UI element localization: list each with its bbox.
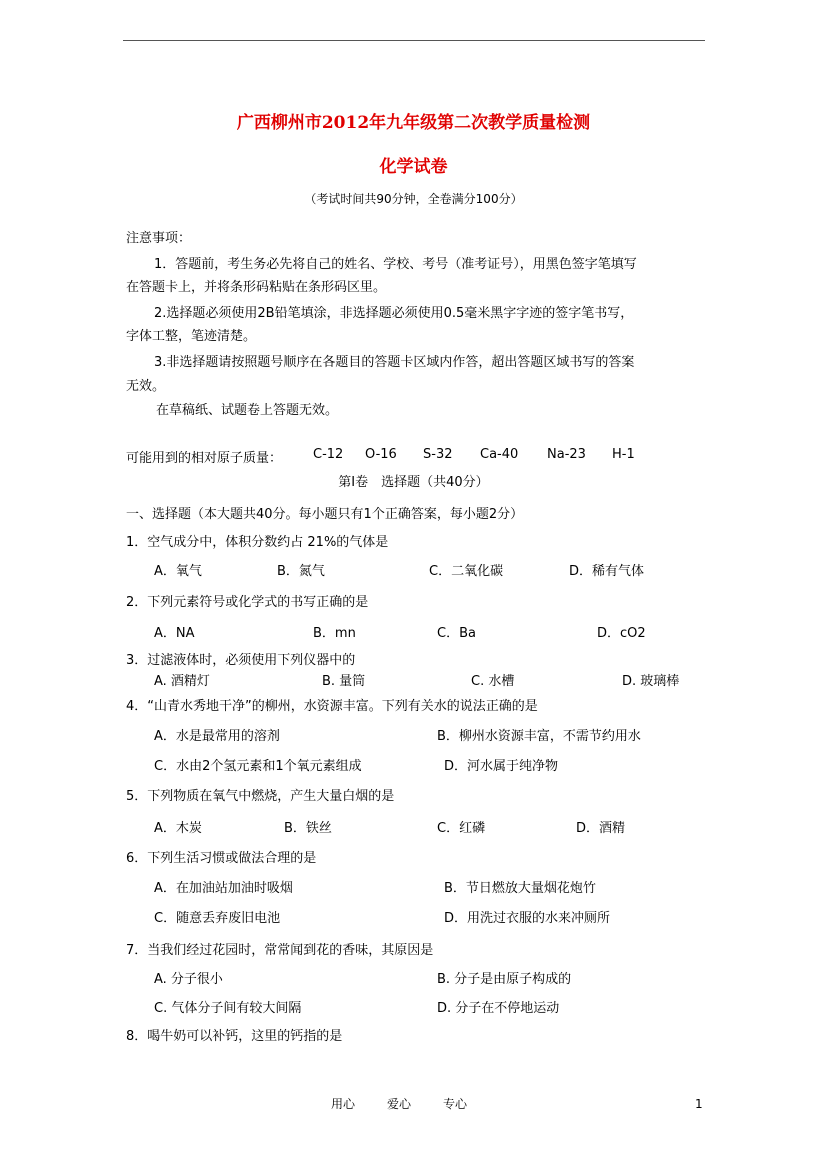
question-option: C．二氧化碳 — [429, 564, 504, 579]
atomic-mass-o: O-16 — [365, 447, 397, 462]
question-option: A．氧气 — [154, 564, 202, 579]
question-option: D．酒精 — [576, 821, 626, 836]
exam-subtitle: 化学试卷 — [379, 157, 448, 177]
atomic-mass-h: H-1 — [612, 447, 635, 462]
atomic-mass-label: 可能用到的相对原子质量： — [126, 451, 283, 466]
question-option: A．水是最常用的溶剂 — [154, 729, 280, 744]
question-option: A．木炭 — [154, 821, 202, 836]
question-option: C．水由2个氢元素和1个氧元素组成 — [154, 759, 362, 774]
question-option: D．稀有气体 — [569, 564, 645, 579]
question-option: D．cO2 — [597, 626, 646, 641]
exam-info: （考试时间共90分钟，全卷满分100分） — [304, 192, 523, 206]
section-instructions: 一、选择题（本大题共40分。每小题只有1个正确答案，每小题2分） — [126, 507, 524, 522]
question-option: B．节日燃放大量烟花炮竹 — [444, 881, 596, 896]
question-stem: 6．下列生活习惯或做法合理的是 — [126, 851, 317, 866]
question-option: B．铁丝 — [284, 821, 332, 836]
question-option: B．mn — [313, 626, 356, 641]
question-stem: 5．下列物质在氧气中燃烧，产生大量白烟的是 — [126, 789, 395, 804]
question-option: A．NA — [154, 626, 195, 641]
question-stem: 3．过滤液体时，必须使用下列仪器中的 — [126, 653, 356, 668]
question-option: C. 气体分子间有较大间隔 — [154, 1001, 302, 1016]
question-stem: 7．当我们经过花园时，常常闻到花的香味，其原因是 — [126, 943, 434, 958]
question-stem: 1．空气成分中，体积分数约占 21%的气体是 — [126, 535, 389, 550]
footer-slogan-3: 专心 — [443, 1097, 468, 1111]
question-option: C．Ba — [437, 626, 476, 641]
question-option: C．随意丢弃废旧电池 — [154, 911, 281, 926]
question-option: D．用洗过衣服的水来冲厕所 — [444, 911, 611, 926]
page-number: 1 — [695, 1097, 703, 1111]
question-option: A．在加油站加油时吸烟 — [154, 881, 293, 896]
question-option: D．河水属于纯净物 — [444, 759, 559, 774]
note-1a: 1．答题前，考生务必先将自己的姓名、学校、考号（准考证号），用黑色签字笔填写 — [154, 257, 637, 272]
question-option: B．氮气 — [277, 564, 325, 579]
atomic-mass-na: Na-23 — [547, 447, 586, 462]
question-stem: 8．喝牛奶可以补钙，这里的钙指的是 — [126, 1029, 343, 1044]
question-stem: 2．下列元素符号或化学式的书写正确的是 — [126, 595, 369, 610]
note-4: 在草稿纸、试题卷上答题无效。 — [156, 403, 339, 418]
note-1b: 在答题卡上，并将条形码粘贴在条形码区里。 — [126, 280, 387, 295]
question-option: B．柳州水资源丰富，不需节约用水 — [437, 729, 641, 744]
exam-title: 广西柳州市2012年九年级第二次教学质量检测 — [236, 113, 591, 133]
question-option: C. 水槽 — [471, 674, 515, 689]
note-2b: 字体工整，笔迹清楚。 — [126, 329, 257, 344]
question-option: D. 玻璃棒 — [622, 674, 680, 689]
atomic-mass-s: S-32 — [423, 447, 453, 462]
question-option: B. 量筒 — [322, 674, 366, 689]
note-3a: 3.非选择题请按照题号顺序在各题目的答题卡区域内作答，超出答题区域书写的答案 — [154, 355, 635, 370]
notes-heading: 注意事项： — [126, 231, 192, 246]
section-title: 第Ⅰ卷 选择题（共40分） — [338, 475, 489, 490]
footer-slogan-2: 爱心 — [387, 1097, 412, 1111]
question-option: A. 分子很小 — [154, 972, 223, 987]
atomic-mass-ca: Ca-40 — [480, 447, 519, 462]
question-option: B. 分子是由原子构成的 — [437, 972, 572, 987]
note-3b: 无效。 — [126, 379, 166, 394]
note-2a: 2.选择题必须使用2B铅笔填涂，非选择题必须使用0.5毫米黑字字迹的签字笔书写， — [154, 306, 634, 321]
question-option: C．红磷 — [437, 821, 486, 836]
header-rule — [123, 40, 705, 41]
question-stem: 4．“山青水秀地干净”的柳州，水资源丰富。下列有关水的说法正确的是 — [126, 699, 538, 714]
footer-slogan-1: 用心 — [331, 1097, 356, 1111]
atomic-mass-c: C-12 — [313, 447, 344, 462]
question-option: A. 酒精灯 — [154, 674, 210, 689]
question-option: D. 分子在不停地运动 — [437, 1001, 560, 1016]
